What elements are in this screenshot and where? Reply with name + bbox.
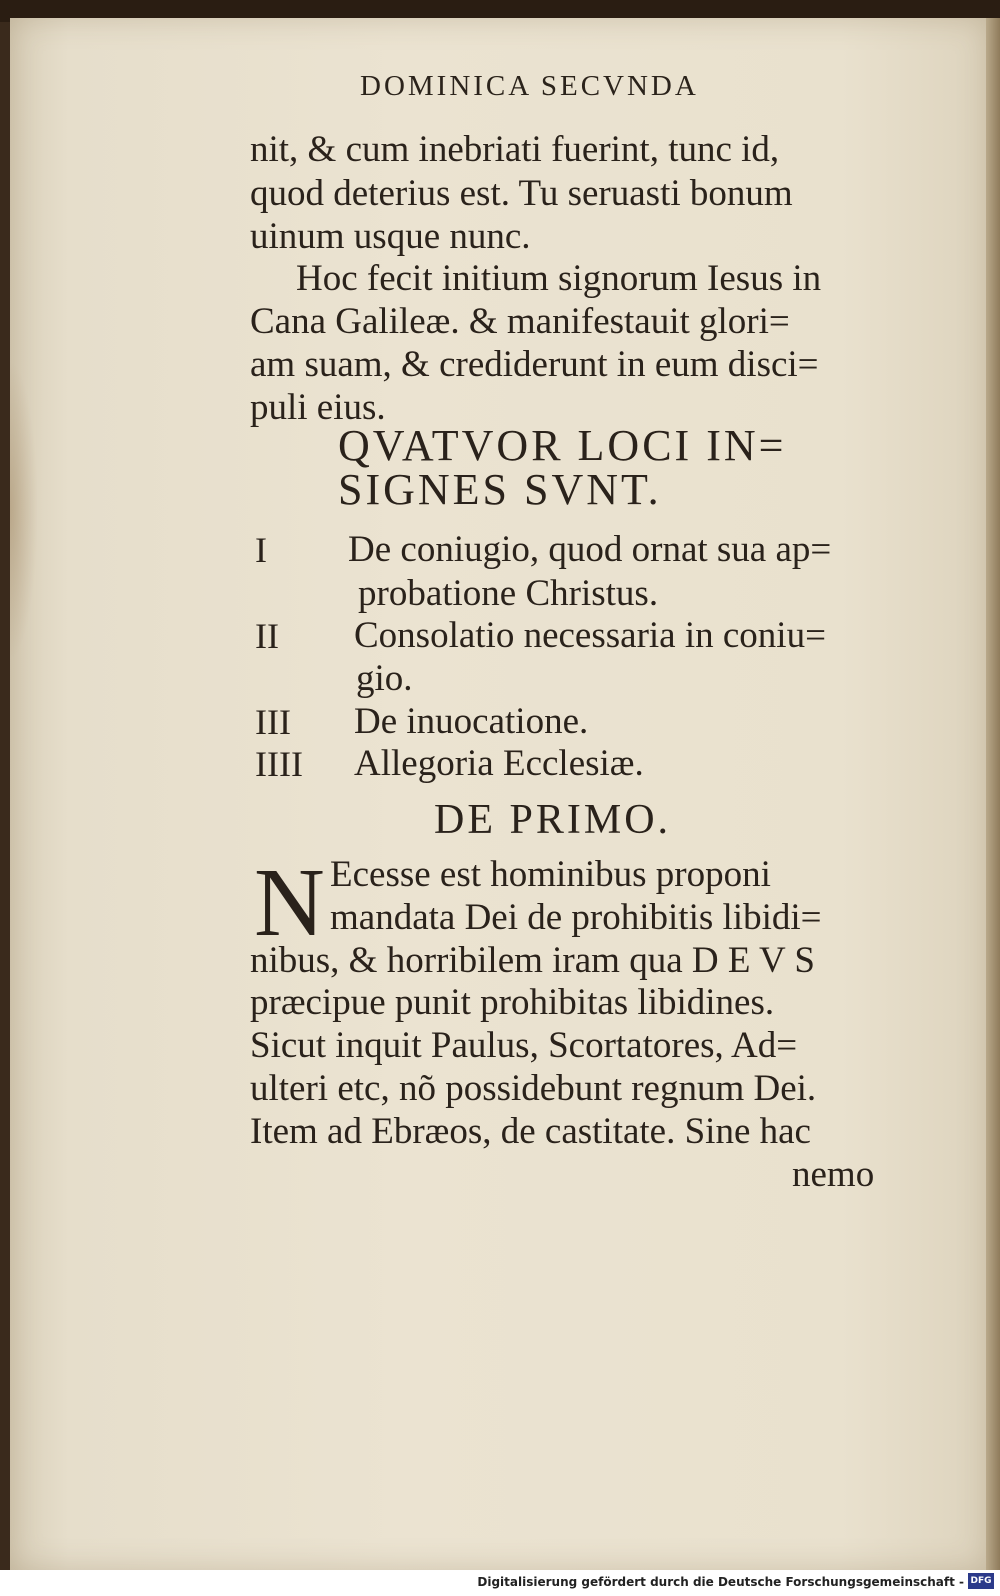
- list-item: probatione Christus.: [358, 573, 659, 614]
- text-line: Sicut inquit Paulus, Scortatores, Ad=: [250, 1025, 798, 1066]
- text-line: quod deterius est. Tu seruasti bonum: [250, 173, 793, 214]
- text-line: mandata Dei de prohibitis libidi=: [330, 897, 822, 938]
- list-item: Allegoria Ecclesiæ.: [354, 743, 644, 784]
- list-item: Consolatio necessaria in coniu=: [354, 615, 826, 656]
- text-line: Cana Galileæ. & manifestauit glori=: [250, 301, 790, 342]
- funding-credit: Digitalisierung gefördert durch die Deutsche Forschungsgemeinschaft -: [477, 1575, 964, 1589]
- page-edge: [986, 18, 1000, 1570]
- section-heading: SIGNES SVNT.: [338, 465, 662, 514]
- running-head: DOMINICA SECVNDA: [360, 70, 699, 102]
- text-line: nit, & cum inebriati fuerint, tunc id,: [250, 129, 780, 170]
- list-number: II: [255, 616, 279, 656]
- text-line: puli eius.: [250, 387, 386, 428]
- dfg-logo-icon: DFG: [968, 1573, 994, 1589]
- text-line: am suam, & crediderunt in eum disci=: [250, 344, 819, 385]
- text-line: nibus, & horribilem iram qua D E V S: [250, 940, 815, 981]
- list-item: De inuocatione.: [354, 701, 589, 742]
- list-item: De coniugio, quod ornat sua ap=: [348, 529, 832, 570]
- list-number: III: [255, 702, 291, 742]
- list-number: I: [255, 530, 267, 570]
- text-line: Item ad Ebræos, de castitate. Sine hac: [250, 1111, 811, 1152]
- list-number: IIII: [255, 744, 303, 784]
- catchword: nemo: [792, 1154, 875, 1195]
- section-heading: QVATVOR LOCI IN=: [338, 421, 787, 470]
- text-line: præcipue punit prohibitas libidines.: [250, 982, 775, 1023]
- text-line: uinum usque nunc.: [250, 216, 531, 257]
- text-line: Hoc fecit initium signorum Iesus in: [296, 258, 822, 299]
- list-item: gio.: [356, 658, 413, 699]
- text-line: Ecesse est hominibus proponi: [330, 854, 771, 895]
- text-line: ulteri etc, nõ possidebunt regnum Dei.: [250, 1068, 817, 1109]
- paper-stain: [10, 360, 38, 660]
- drop-capital: N: [254, 849, 325, 957]
- subheading: DE PRIMO.: [434, 797, 672, 843]
- digitization-footer: [0, 1570, 1000, 1596]
